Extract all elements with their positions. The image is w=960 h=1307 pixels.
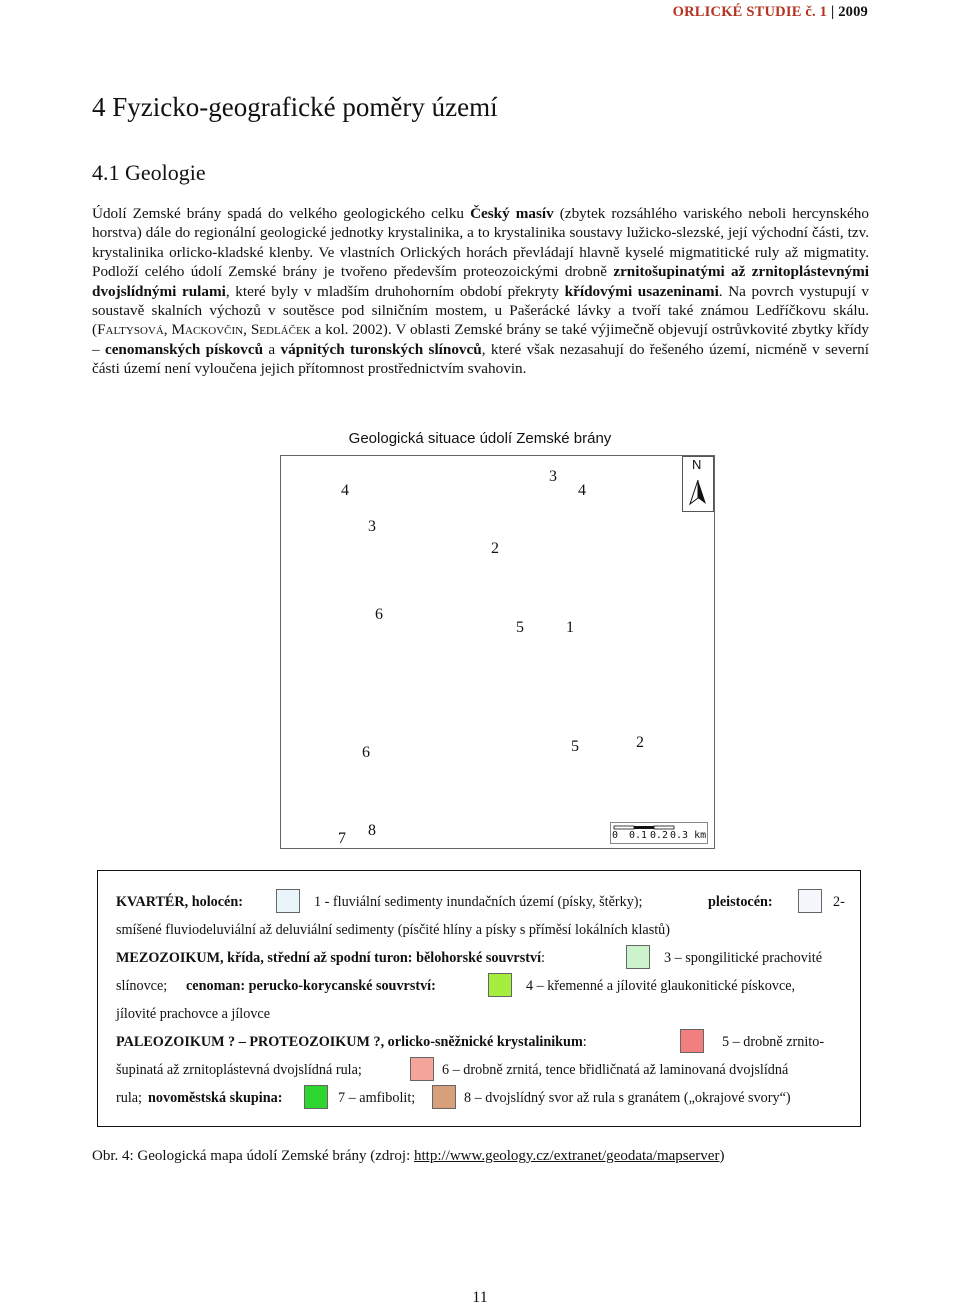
legend-item: 4 – křemenné a jílovité glaukonitické pískovce, — [526, 978, 796, 994]
map-label: 6 — [375, 606, 383, 623]
paragraph-text: , — [163, 321, 172, 339]
legend-item: 8 – dvojslídný svor až rula s granátem („okrajové svory“) — [464, 1090, 791, 1106]
bold-term: Český masív — [470, 205, 554, 222]
scale-bar — [610, 822, 708, 844]
scale-tick: 0.2 — [650, 830, 669, 841]
swatch-2 — [798, 889, 822, 913]
map-label: 6 — [362, 744, 370, 761]
journal-name: ORLICKÉ STUDIE č. 1 — [672, 4, 828, 20]
legend-item: 7 – amfibolit; — [338, 1090, 416, 1106]
author-name: Sedláček — [250, 321, 311, 339]
map-label: 2 — [491, 540, 499, 557]
north-label: N — [692, 457, 702, 472]
swatch-1 — [276, 889, 300, 913]
swatch-6 — [410, 1057, 434, 1081]
map-label: 7 — [338, 830, 346, 847]
chapter-title: 4 Fyzicko-geografické poměry území — [92, 92, 498, 122]
north-arrow-icon — [682, 456, 714, 512]
paragraph-text: . Na povrch vystupují v soustavě skalních výchozů v soutěsce pod silničním mostem, u Pašerácké lávky a tvoří také známou Ledříčkovu skálu. ( — [92, 282, 870, 339]
source-link[interactable]: http://www.geology.cz/extranet/geodata/mapserver — [414, 1148, 720, 1164]
legend-heading: PALEOZOIKUM ? – PROTEOZOIKUM ?, orlicko-sněžnické krystalinikum — [116, 1034, 583, 1050]
map-label: 2 — [636, 734, 644, 751]
legend-item: rula; — [116, 1090, 142, 1106]
section-title: 4.1 Geologie — [92, 160, 206, 185]
paragraph-text: (zbytek rozsáhlého variského neboli hercynského horstva) dále do regionální geologické jednotky krystalinika, a to krystalinika soustavy lužicko-slezské, její východní části, tzv. krystalinika orlicko-kladské klenby. Ve vlastních Orlických horách převládají hlavně kyselé migmatitické ruly až migmatity. Podloží celého údolí Zemské brány je tvořeno především proteozoickými drobně — [92, 205, 869, 281]
bold-term: křídovými usazeninami — [564, 282, 719, 300]
bold-term: vápnitých turonských slínovců — [280, 340, 482, 358]
map-label: 4 — [578, 482, 586, 499]
journal-header — [673, 4, 868, 21]
caption-close: ) — [719, 1148, 725, 1164]
legend-line — [116, 949, 545, 967]
legend-item: jílovité prachovce a jílovce — [116, 1006, 271, 1022]
legend-item: 5 – drobně zrnito- — [722, 1034, 825, 1050]
map-label: 5 — [516, 619, 524, 636]
geological-map — [280, 455, 715, 849]
swatch-4 — [488, 973, 512, 997]
paragraph-text: , — [243, 321, 251, 339]
swatch-5 — [680, 1029, 704, 1053]
legend-heading: MEZOZOIKUM, křída, střední až spodní turon: bělohorské souvrství — [116, 950, 542, 966]
journal-year: 2009 — [838, 4, 868, 20]
scale-tick: 0 — [612, 830, 619, 841]
legend-line — [116, 1033, 587, 1051]
legend-item: smíšené fluviodeluviální až deluviální sedimenty (písčité hlíny a písky s příměsí lokálních klastů) — [116, 922, 670, 938]
legend-colon: : — [541, 950, 545, 966]
scale-tick: 0.3 km — [670, 830, 707, 841]
legend-item: 6 – drobně zrnitá, tence břidličnatá až laminovaná dvojslídná — [442, 1062, 789, 1078]
map-label: 1 — [566, 619, 574, 636]
map-label: 3 — [549, 468, 557, 485]
page-number: 11 — [472, 1289, 488, 1306]
map-label: 8 — [368, 822, 376, 839]
legend-item: slínovce; — [116, 978, 168, 994]
legend-heading: pleistocén: — [708, 894, 773, 910]
scale-tick: 0.1 — [629, 830, 648, 841]
map-label: 5 — [571, 738, 579, 755]
bold-term: cenomanských pískovců — [104, 340, 264, 358]
body-paragraph — [92, 204, 869, 379]
legend-item: 3 – spongilitické prachovité — [664, 950, 822, 966]
legend-item: 1 - fluviální sedimenty inundačních území (písky, štěrky); — [314, 894, 643, 910]
map-title: Geologická situace údolí Zemské brány — [348, 430, 612, 447]
legend-heading: cenoman: perucko-korycanské souvrství: — [186, 978, 436, 994]
legend-heading: novoměstská skupina: — [148, 1090, 283, 1106]
legend-colon: : — [582, 1034, 587, 1050]
swatch-3 — [626, 945, 650, 969]
caption-text: Obr. 4: Geologická mapa údolí Zemské brány (zdroj: — [92, 1148, 414, 1164]
paragraph-text: a — [263, 340, 281, 358]
header-separator: | — [830, 4, 835, 20]
swatch-8 — [432, 1085, 456, 1109]
legend-item: šupinatá až zrnitoplástevná dvojslídná rula; — [116, 1062, 362, 1078]
legend-item: 2- — [833, 894, 845, 910]
paragraph-text: Údolí Zemské brány spadá do velkého geologického celku — [92, 205, 471, 222]
swatch-7 — [304, 1085, 328, 1109]
map-label: 4 — [341, 482, 349, 499]
map-legend — [97, 870, 861, 1127]
bold-term: zrnitošupinatými až zrnitoplástevnými dvojslídnými rulami — [92, 263, 869, 300]
paragraph-text: , které byly v mladším druhohorním období překryty — [225, 282, 565, 300]
paragraph-text: a kol. 2002). V oblasti Zemské brány se také výjimečně objevují ostrůvkovité zbytky křídy – — [92, 321, 869, 358]
map-label: 3 — [368, 518, 376, 535]
figure-caption — [92, 1148, 724, 1165]
author-name: Mackovčin — [171, 321, 244, 339]
author-name: Faltysová — [97, 321, 164, 339]
legend-heading: KVARTÉR, holocén: — [116, 894, 243, 910]
paragraph-text: , které však nezasahují do řešeného území, nicméně v severní části území není vyloučena jejich přítomnost prostřednictvím svahovin. — [92, 340, 869, 378]
